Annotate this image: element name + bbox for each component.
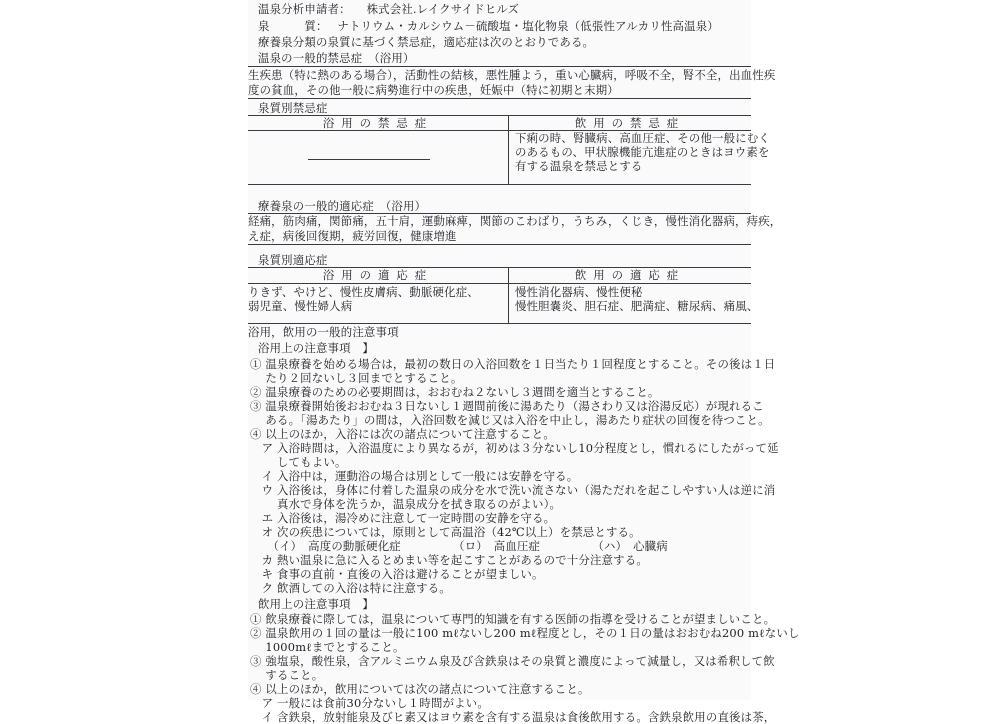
table-header-drink-indications: 飲用の適応症	[574, 268, 686, 282]
table-header-bath-indications: 浴用の適応症	[322, 268, 434, 282]
section-title-specific-indications: 泉質別適応症	[258, 253, 328, 267]
bathing-precaution-line: 真水で身体を洗うか，温泉成分を拭き取るのがよい）。	[250, 497, 562, 511]
table-border	[508, 115, 509, 185]
bathing-precaution-line: ② 温泉療養のための必要期間は，おおむね２ないし３週間を適当とすること。	[250, 385, 660, 399]
divider	[248, 66, 751, 67]
bathing-precaution-line: ④ 以上のほか，入浴には次の諸点について注意すること。	[250, 427, 555, 441]
bathing-precaution-line: ア 入浴時間は，入浴温度により異なるが，初めは３分ないし10分程度とし，慣れるにしたがって延	[250, 441, 779, 455]
bathing-precaution-line: ウ 入浴後は，身体に付着した温泉の成分を水で洗い流さない（湯ただれを起こしやすい人は逆に消	[250, 483, 776, 497]
bathing-precaution-line: エ 入浴後は，湯冷めに注意して一定時間の安静を守る。	[250, 511, 556, 525]
divider	[248, 244, 751, 245]
bathing-precaution-line: ク 飲酒しての入浴は特に注意する。	[250, 581, 451, 595]
empty-cell-dash	[308, 159, 430, 160]
table-header-drink-contraindications: 飲用の禁忌症	[574, 116, 686, 130]
table-border	[508, 267, 509, 324]
drink-contraindication-line: 有する温泉を禁忌とする	[515, 159, 643, 173]
quality-row	[258, 19, 719, 33]
drinking-precaution-line: ① 飲泉療養に際しては，温泉について専門的知識を有する医師の指導を受けることが望ましいこと。	[250, 612, 776, 626]
indication-line: え症，病後回復期，疲労回復，健康増進	[248, 229, 457, 243]
section-title-general-indications: 療養泉の一般的適応症 （浴用）	[258, 199, 427, 213]
drinking-precaution-line: ア 一般には食前30分ないし１時間がよい。	[250, 696, 489, 710]
bath-indication-line: 弱児童、慢性婦人病	[248, 299, 353, 313]
table-header-bath-contraindications: 浴用の禁忌症	[322, 116, 434, 130]
divider	[248, 98, 751, 99]
bathing-precaution-line: してもよい。	[250, 455, 347, 469]
drinking-precaution-line: ③ 強塩泉，酸性泉，含アルミニウム泉及び含鉄泉はその泉質と濃度によって減量し，又は希釈して飲	[250, 654, 775, 668]
drinking-precaution-line: ② 温泉飲用の１回の量は一般に100 mℓないし200 mℓ程度とし，その１日の量はおおむね200 mℓないし	[250, 626, 800, 640]
applicant-value: 株式会社.レイクサイドヒルズ	[366, 2, 520, 16]
drinking-precaution-line: イ 含鉄泉，放射能泉及びヒ素又はヨウ素を含有する温泉は食後飲用する。含鉄泉飲用の直後は茶，	[250, 710, 776, 724]
subsection-title-bathing: 浴用上の注意事項 】	[258, 341, 374, 355]
bathing-precaution-line: ③ 温泉療養開始後おおむね３日ないし１週間前後に湯あたり（湯さわり又は浴湯反応）が現れるこ	[250, 399, 764, 413]
bathing-precaution-line: ある。「湯あたり」の間は，入浴回数を減じ又は入浴を中止し，湯あたり症状の回復を待つこと。	[250, 413, 770, 427]
applicant-row	[258, 2, 519, 16]
bathing-precaution-line: たり２回ないし３回までとすること。	[250, 371, 463, 385]
bath-indication-line: りきず、やけど、慢性皮膚病、動脈硬化症、	[248, 285, 479, 299]
drink-contraindication-line: 下痢の時、腎臓病、高血圧症、その他一般にむく	[515, 131, 770, 145]
drinking-precaution-line: ④ 以上のほか，飲用については次の諸点について注意すること。	[250, 682, 590, 696]
section-title-specific-contraindications: 泉質別禁忌症	[258, 101, 328, 115]
document-page	[248, 0, 800, 724]
bathing-precaution-line: オ 次の疾患については，原則として高温浴（42℃以上）を禁忌とする。	[250, 525, 641, 539]
bathing-precaution-line: （イ） 高度の動脈硬化症 （ロ） 高血圧症 （ハ） 心臓病	[250, 539, 668, 553]
applicant-label: 温泉分析申請者：	[258, 2, 351, 16]
table-border	[248, 283, 751, 284]
contraindication-line: 度の貧血，その他一般に病勢進行中の疾患，妊娠中（特に初期と末期）	[248, 83, 619, 97]
section-title-general-contraindications: 温泉の一般的禁忌症 （浴用）	[258, 51, 415, 65]
intro-text: 療養泉分類の泉質に基づく禁忌症，適応症は次のとおりである。	[258, 35, 595, 49]
bathing-precaution-line: ① 温泉療養を始める場合は，最初の数日の入浴回数を１日当たり１回程度とすること。その後は１日	[250, 357, 776, 371]
bathing-precaution-line: カ 熱い温泉に急に入るとめまい等を起こすことがあるので十分注意する。	[250, 553, 648, 567]
subsection-title-drinking: 飲用上の注意事項 】	[258, 597, 374, 611]
quality-value: ナトリウム・カルシウム－硫酸塩・塩化物泉（低張性アルカリ性高温泉）	[337, 19, 719, 33]
quality-label: 泉 質：	[258, 19, 328, 33]
bathing-precaution-line: キ 食事の直前・直後の入浴は避けることが望ましい。	[250, 567, 544, 581]
drinking-precaution-line: 1000mℓまでとすること。	[250, 640, 405, 654]
bathing-precaution-line: イ 入浴中は，運動浴の場合は別として一般には安静を守る。	[250, 469, 579, 483]
section-title-precautions: 浴用，飲用の一般的注意事項	[248, 325, 399, 339]
drink-contraindication-line: のあるもの、甲状腺機能亢進症のときはヨウ素を	[515, 145, 770, 159]
drink-indication-line: 慢性胆嚢炎、胆石症、肥満症、糖尿病、痛風、	[515, 299, 759, 313]
table-border	[248, 184, 751, 185]
contraindication-line: 生疾患（特に熱のある場合），活動性の結核，悪性腫よう，重い心臓病，呼吸不全，腎不全，出血性疾	[248, 68, 776, 82]
indication-line: 経痛，筋肉痛，関節痛，五十肩，運動麻痺，関節のこわばり，うちみ，くじき，慢性消化器病，痔疾，	[248, 214, 782, 228]
table-border	[248, 323, 751, 324]
drink-indication-line: 慢性消化器病、慢性便秘	[515, 285, 643, 299]
drinking-precaution-line: すること。	[250, 668, 324, 682]
